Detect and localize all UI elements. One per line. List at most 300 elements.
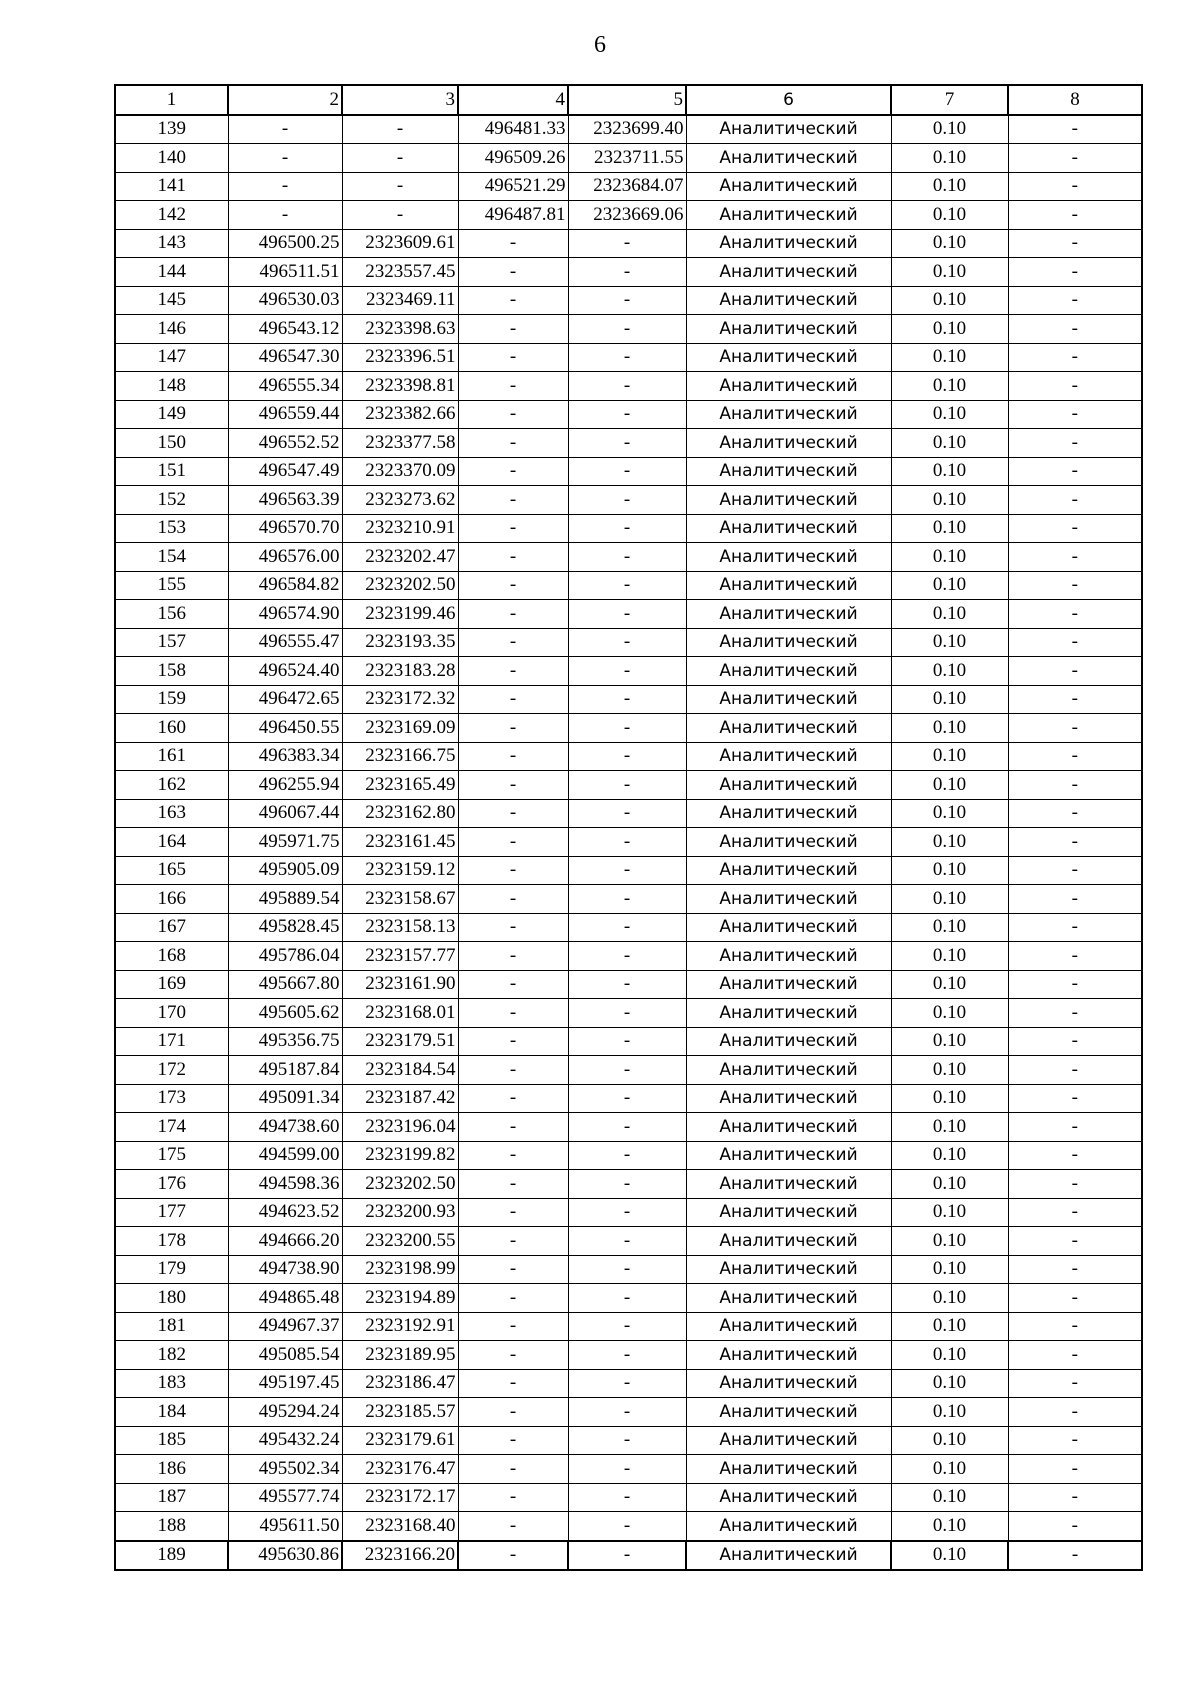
y-coordinate-cell: 2323199.46 [342,600,458,629]
coordinates-table [114,84,1143,1571]
x-coordinate-cell: - [458,1113,568,1142]
method-cell: Аналитический [686,543,891,572]
y-coordinate-cell: 2323609.61 [342,229,458,258]
table-row [115,1312,1142,1341]
y-coordinate-cell: 2323398.81 [342,372,458,401]
table-row [115,457,1142,486]
y-coordinate-cell: 2323196.04 [342,1113,458,1142]
x-coordinate-cell: 496559.44 [228,400,342,429]
y-coordinate-cell: 2323161.45 [342,828,458,857]
accuracy-cell: 0.10 [891,657,1008,686]
point-number-cell: 139 [115,115,228,144]
accuracy-cell: 0.10 [891,201,1008,230]
note-cell: - [1008,372,1142,401]
table-row [115,799,1142,828]
point-number-cell: 164 [115,828,228,857]
method-cell: Аналитический [686,1198,891,1227]
method-cell: Аналитический [686,571,891,600]
x-coordinate-cell: - [458,1141,568,1170]
y-coordinate-cell: 2323193.35 [342,628,458,657]
y-coordinate-cell: 2323184.54 [342,1056,458,1085]
y-coordinate-cell: - [568,400,686,429]
x-coordinate-cell: 496450.55 [228,714,342,743]
method-cell: Аналитический [686,771,891,800]
x-coordinate-cell: 494738.90 [228,1255,342,1284]
y-coordinate-cell: - [342,115,458,144]
column-header: 8 [1008,85,1142,115]
x-coordinate-cell: 496500.25 [228,229,342,258]
x-coordinate-cell: - [458,856,568,885]
note-cell: - [1008,1312,1142,1341]
y-coordinate-cell: - [568,457,686,486]
method-cell: Аналитический [686,970,891,999]
table-row [115,1056,1142,1085]
column-header: 7 [891,85,1008,115]
method-cell: Аналитический [686,600,891,629]
note-cell: - [1008,628,1142,657]
y-coordinate-cell: 2323199.82 [342,1141,458,1170]
y-coordinate-cell: - [568,657,686,686]
y-coordinate-cell: 2323159.12 [342,856,458,885]
table-row [115,885,1142,914]
accuracy-cell: 0.10 [891,799,1008,828]
point-number-cell: 140 [115,144,228,173]
point-number-cell: 172 [115,1056,228,1085]
table-row [115,742,1142,771]
table-row [115,286,1142,315]
x-coordinate-cell: - [458,1084,568,1113]
note-cell: - [1008,970,1142,999]
point-number-cell: 178 [115,1227,228,1256]
x-coordinate-cell: - [458,343,568,372]
y-coordinate-cell: - [568,1483,686,1512]
note-cell: - [1008,1113,1142,1142]
y-coordinate-cell: 2323158.67 [342,885,458,914]
method-cell: Аналитический [686,1483,891,1512]
method-cell: Аналитический [686,1227,891,1256]
y-coordinate-cell: 2323669.06 [568,201,686,230]
table-row [115,258,1142,287]
point-number-cell: 143 [115,229,228,258]
method-cell: Аналитический [686,1426,891,1455]
x-coordinate-cell: - [458,229,568,258]
point-number-cell: 189 [115,1541,228,1571]
x-coordinate-cell: - [228,172,342,201]
accuracy-cell: 0.10 [891,1170,1008,1199]
y-coordinate-cell: 2323377.58 [342,429,458,458]
column-header: 5 [568,85,686,115]
point-number-cell: 176 [115,1170,228,1199]
method-cell: Аналитический [686,913,891,942]
y-coordinate-cell: - [568,885,686,914]
y-coordinate-cell: - [568,514,686,543]
x-coordinate-cell: - [458,600,568,629]
x-coordinate-cell: 496067.44 [228,799,342,828]
table-row [115,514,1142,543]
table-row [115,486,1142,515]
table-row [115,1255,1142,1284]
accuracy-cell: 0.10 [891,1255,1008,1284]
x-coordinate-cell: 496555.47 [228,628,342,657]
y-coordinate-cell: - [568,600,686,629]
table-row [115,1455,1142,1484]
point-number-cell: 171 [115,1027,228,1056]
table-row [115,1541,1142,1571]
method-cell: Аналитический [686,1027,891,1056]
point-number-cell: 144 [115,258,228,287]
method-cell: Аналитический [686,742,891,771]
x-coordinate-cell: - [458,771,568,800]
table-row [115,1398,1142,1427]
x-coordinate-cell: - [458,1455,568,1484]
y-coordinate-cell: - [568,628,686,657]
note-cell: - [1008,571,1142,600]
method-cell: Аналитический [686,372,891,401]
y-coordinate-cell: - [342,172,458,201]
point-number-cell: 182 [115,1341,228,1370]
accuracy-cell: 0.10 [891,942,1008,971]
y-coordinate-cell: - [568,999,686,1028]
y-coordinate-cell: - [568,942,686,971]
note-cell: - [1008,172,1142,201]
x-coordinate-cell: 496574.90 [228,600,342,629]
table-row [115,115,1142,144]
point-number-cell: 165 [115,856,228,885]
table-row [115,628,1142,657]
note-cell: - [1008,1541,1142,1571]
y-coordinate-cell: 2323166.20 [342,1541,458,1571]
y-coordinate-cell: 2323202.50 [342,571,458,600]
accuracy-cell: 0.10 [891,1369,1008,1398]
table-row [115,1170,1142,1199]
accuracy-cell: 0.10 [891,970,1008,999]
accuracy-cell: 0.10 [891,1113,1008,1142]
note-cell: - [1008,543,1142,572]
x-coordinate-cell: 496555.34 [228,372,342,401]
x-coordinate-cell: 494738.60 [228,1113,342,1142]
point-number-cell: 166 [115,885,228,914]
x-coordinate-cell: 495091.34 [228,1084,342,1113]
x-coordinate-cell: - [458,1255,568,1284]
x-coordinate-cell: - [458,543,568,572]
y-coordinate-cell: 2323179.51 [342,1027,458,1056]
point-number-cell: 159 [115,685,228,714]
x-coordinate-cell: 496487.81 [458,201,568,230]
accuracy-cell: 0.10 [891,1483,1008,1512]
x-coordinate-cell: - [458,1284,568,1313]
note-cell: - [1008,343,1142,372]
note-cell: - [1008,514,1142,543]
method-cell: Аналитический [686,1512,891,1541]
accuracy-cell: 0.10 [891,714,1008,743]
accuracy-cell: 0.10 [891,885,1008,914]
y-coordinate-cell: 2323192.91 [342,1312,458,1341]
point-number-cell: 174 [115,1113,228,1142]
x-coordinate-cell: - [458,1426,568,1455]
method-cell: Аналитический [686,144,891,173]
y-coordinate-cell: - [568,1341,686,1370]
table-row [115,1027,1142,1056]
point-number-cell: 173 [115,1084,228,1113]
y-coordinate-cell: 2323187.42 [342,1084,458,1113]
method-cell: Аналитический [686,1284,891,1313]
x-coordinate-cell: - [458,828,568,857]
method-cell: Аналитический [686,1369,891,1398]
y-coordinate-cell: - [568,771,686,800]
y-coordinate-cell: 2323186.47 [342,1369,458,1398]
accuracy-cell: 0.10 [891,1198,1008,1227]
method-cell: Аналитический [686,172,891,201]
column-header: 2 [228,85,342,115]
table-row [115,600,1142,629]
note-cell: - [1008,1483,1142,1512]
accuracy-cell: 0.10 [891,372,1008,401]
y-coordinate-cell: - [568,856,686,885]
y-coordinate-cell: 2323200.55 [342,1227,458,1256]
method-cell: Аналитический [686,229,891,258]
table-row [115,144,1142,173]
point-number-cell: 154 [115,543,228,572]
x-coordinate-cell: - [458,1341,568,1370]
table-row [115,657,1142,686]
y-coordinate-cell: - [568,1455,686,1484]
y-coordinate-cell: 2323172.32 [342,685,458,714]
point-number-cell: 181 [115,1312,228,1341]
note-cell: - [1008,942,1142,971]
x-coordinate-cell: 496521.29 [458,172,568,201]
method-cell: Аналитический [686,657,891,686]
accuracy-cell: 0.10 [891,514,1008,543]
x-coordinate-cell: - [228,144,342,173]
note-cell: - [1008,600,1142,629]
method-cell: Аналитический [686,1312,891,1341]
note-cell: - [1008,999,1142,1028]
y-coordinate-cell: 2323198.99 [342,1255,458,1284]
y-coordinate-cell: - [568,1227,686,1256]
y-coordinate-cell: - [568,1027,686,1056]
point-number-cell: 147 [115,343,228,372]
note-cell: - [1008,1027,1142,1056]
method-cell: Аналитический [686,1455,891,1484]
y-coordinate-cell: - [568,799,686,828]
y-coordinate-cell: - [568,1255,686,1284]
y-coordinate-cell: 2323684.07 [568,172,686,201]
x-coordinate-cell: 495667.80 [228,970,342,999]
table-row [115,1512,1142,1541]
accuracy-cell: 0.10 [891,1227,1008,1256]
y-coordinate-cell: 2323396.51 [342,343,458,372]
accuracy-cell: 0.10 [891,258,1008,287]
note-cell: - [1008,685,1142,714]
note-cell: - [1008,1426,1142,1455]
table-row [115,343,1142,372]
note-cell: - [1008,1084,1142,1113]
point-number-cell: 162 [115,771,228,800]
table-row [115,856,1142,885]
point-number-cell: 160 [115,714,228,743]
y-coordinate-cell: 2323168.40 [342,1512,458,1541]
point-number-cell: 170 [115,999,228,1028]
accuracy-cell: 0.10 [891,286,1008,315]
y-coordinate-cell: 2323273.62 [342,486,458,515]
y-coordinate-cell: 2323202.47 [342,543,458,572]
table-row [115,172,1142,201]
x-coordinate-cell: 494666.20 [228,1227,342,1256]
table-row [115,999,1142,1028]
method-cell: Аналитический [686,1398,891,1427]
accuracy-cell: 0.10 [891,144,1008,173]
y-coordinate-cell: - [568,913,686,942]
point-number-cell: 168 [115,942,228,971]
accuracy-cell: 0.10 [891,1541,1008,1571]
y-coordinate-cell: - [568,1113,686,1142]
table-row [115,771,1142,800]
x-coordinate-cell: 495630.86 [228,1541,342,1571]
table-row [115,1483,1142,1512]
note-cell: - [1008,1255,1142,1284]
x-coordinate-cell: - [458,1369,568,1398]
accuracy-cell: 0.10 [891,1284,1008,1313]
method-cell: Аналитический [686,457,891,486]
table-row [115,400,1142,429]
y-coordinate-cell: 2323179.61 [342,1426,458,1455]
note-cell: - [1008,1284,1142,1313]
accuracy-cell: 0.10 [891,856,1008,885]
note-cell: - [1008,115,1142,144]
point-number-cell: 158 [115,657,228,686]
point-number-cell: 184 [115,1398,228,1427]
y-coordinate-cell: - [568,1398,686,1427]
accuracy-cell: 0.10 [891,1341,1008,1370]
method-cell: Аналитический [686,1084,891,1113]
note-cell: - [1008,1141,1142,1170]
point-number-cell: 183 [115,1369,228,1398]
x-coordinate-cell: 496543.12 [228,315,342,344]
point-number-cell: 188 [115,1512,228,1541]
method-cell: Аналитический [686,799,891,828]
y-coordinate-cell: - [568,571,686,600]
x-coordinate-cell: - [458,315,568,344]
column-header: 1 [115,85,228,115]
point-number-cell: 146 [115,315,228,344]
x-coordinate-cell: 496576.00 [228,543,342,572]
point-number-cell: 180 [115,1284,228,1313]
method-cell: Аналитический [686,429,891,458]
note-cell: - [1008,799,1142,828]
accuracy-cell: 0.10 [891,571,1008,600]
y-coordinate-cell: 2323157.77 [342,942,458,971]
y-coordinate-cell: 2323210.91 [342,514,458,543]
accuracy-cell: 0.10 [891,1027,1008,1056]
y-coordinate-cell: 2323699.40 [568,115,686,144]
y-coordinate-cell: - [568,970,686,999]
x-coordinate-cell: 496255.94 [228,771,342,800]
x-coordinate-cell: - [458,372,568,401]
point-number-cell: 142 [115,201,228,230]
point-number-cell: 156 [115,600,228,629]
note-cell: - [1008,1227,1142,1256]
point-number-cell: 157 [115,628,228,657]
accuracy-cell: 0.10 [891,486,1008,515]
y-coordinate-cell: 2323189.95 [342,1341,458,1370]
x-coordinate-cell: 495197.45 [228,1369,342,1398]
note-cell: - [1008,486,1142,515]
point-number-cell: 145 [115,286,228,315]
x-coordinate-cell: - [458,429,568,458]
x-coordinate-cell: - [458,1398,568,1427]
accuracy-cell: 0.10 [891,1455,1008,1484]
x-coordinate-cell: 494623.52 [228,1198,342,1227]
method-cell: Аналитический [686,885,891,914]
y-coordinate-cell: - [568,1426,686,1455]
table-row [115,571,1142,600]
y-coordinate-cell: - [568,685,686,714]
table-row [115,942,1142,971]
x-coordinate-cell: 495828.45 [228,913,342,942]
table-row [115,429,1142,458]
accuracy-cell: 0.10 [891,1426,1008,1455]
accuracy-cell: 0.10 [891,229,1008,258]
x-coordinate-cell: 495605.62 [228,999,342,1028]
method-cell: Аналитический [686,486,891,515]
x-coordinate-cell: - [458,1483,568,1512]
x-coordinate-cell: 496524.40 [228,657,342,686]
point-number-cell: 151 [115,457,228,486]
y-coordinate-cell: 2323158.13 [342,913,458,942]
table-row [115,229,1142,258]
y-coordinate-cell: 2323169.09 [342,714,458,743]
y-coordinate-cell: - [568,1312,686,1341]
x-coordinate-cell: 495085.54 [228,1341,342,1370]
note-cell: - [1008,457,1142,486]
method-cell: Аналитический [686,1255,891,1284]
method-cell: Аналитический [686,628,891,657]
x-coordinate-cell: 494599.00 [228,1141,342,1170]
note-cell: - [1008,742,1142,771]
method-cell: Аналитический [686,286,891,315]
y-coordinate-cell: 2323469.11 [342,286,458,315]
x-coordinate-cell: 495786.04 [228,942,342,971]
x-coordinate-cell: - [458,799,568,828]
method-cell: Аналитический [686,400,891,429]
note-cell: - [1008,885,1142,914]
x-coordinate-cell: 495889.54 [228,885,342,914]
y-coordinate-cell: 2323398.63 [342,315,458,344]
y-coordinate-cell: - [568,315,686,344]
y-coordinate-cell: - [342,144,458,173]
x-coordinate-cell: 495577.74 [228,1483,342,1512]
x-coordinate-cell: 496552.52 [228,429,342,458]
note-cell: - [1008,828,1142,857]
y-coordinate-cell: 2323711.55 [568,144,686,173]
y-coordinate-cell: 2323183.28 [342,657,458,686]
point-number-cell: 175 [115,1141,228,1170]
y-coordinate-cell: 2323166.75 [342,742,458,771]
accuracy-cell: 0.10 [891,343,1008,372]
note-cell: - [1008,1369,1142,1398]
y-coordinate-cell: 2323161.90 [342,970,458,999]
y-coordinate-cell: - [568,543,686,572]
point-number-cell: 150 [115,429,228,458]
x-coordinate-cell: - [458,628,568,657]
x-coordinate-cell: - [228,115,342,144]
accuracy-cell: 0.10 [891,457,1008,486]
note-cell: - [1008,1512,1142,1541]
table-row [115,1141,1142,1170]
note-cell: - [1008,1056,1142,1085]
y-coordinate-cell: 2323370.09 [342,457,458,486]
note-cell: - [1008,856,1142,885]
